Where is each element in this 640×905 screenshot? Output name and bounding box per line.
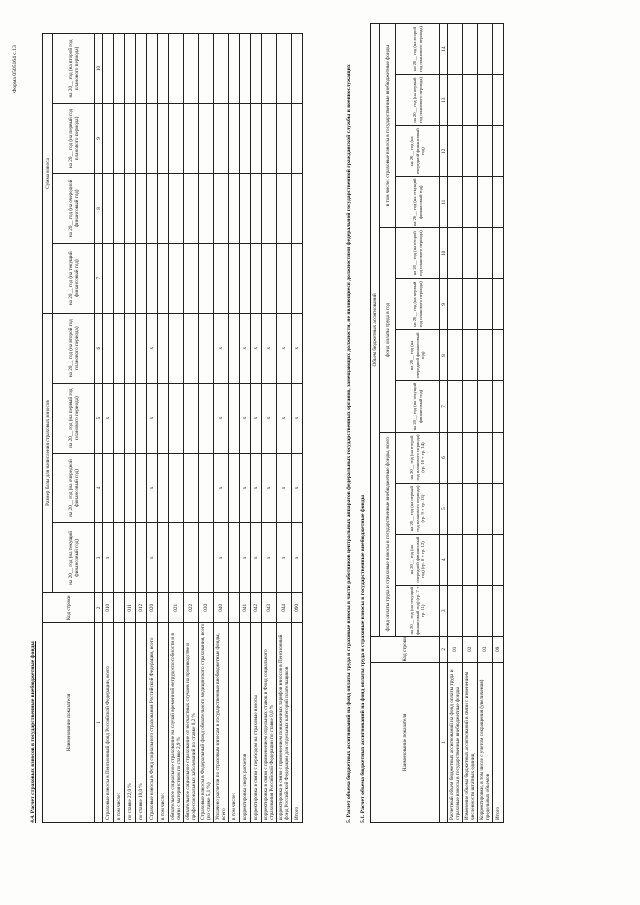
- row-name: Итого: [493, 662, 504, 822]
- value-cell: [136, 383, 147, 453]
- value-cell: [448, 330, 463, 381]
- value-cell: [103, 103, 114, 173]
- value-cell: [448, 126, 463, 177]
- row-code: 03: [478, 636, 493, 662]
- table-row: [184, 34, 199, 823]
- value-cell: x: [103, 383, 114, 453]
- header-col-12: на 20__ год (на очередной финансовый год): [396, 126, 440, 177]
- table-row: [169, 34, 184, 823]
- header-col-11: на 20__ год (на текущий финансовый год): [396, 177, 440, 228]
- value-cell: [125, 453, 136, 523]
- value-cell: [103, 34, 114, 104]
- value-cell: [114, 523, 125, 593]
- column-number-row: [440, 24, 448, 823]
- section-51-title: 5.1. Расчет объема бюджетных ассигнований на фонд оплаты труда и страховые взносы в государственные внебюджетные фонды: [360, 495, 366, 823]
- value-cell: [229, 243, 240, 313]
- value-cell: [493, 228, 504, 279]
- row-name: Итого: [292, 623, 303, 823]
- col-number: 2: [95, 593, 103, 623]
- table-row: [114, 34, 125, 823]
- value-cell: x: [251, 523, 262, 593]
- row-code: 012: [136, 593, 147, 623]
- value-cell: [136, 313, 147, 383]
- header-budget-volume: Объем бюджетных ассигнований: [371, 24, 380, 637]
- value-cell: x: [292, 313, 303, 383]
- value-cell: [229, 383, 240, 453]
- header-code: Код строки: [43, 593, 95, 623]
- table-row: [147, 34, 158, 823]
- value-cell: [125, 243, 136, 313]
- value-cell: [114, 383, 125, 453]
- value-cell: [103, 453, 114, 523]
- table-row: [103, 34, 114, 823]
- value-cell: [448, 279, 463, 330]
- table-row: [199, 34, 214, 823]
- column-number-row: [95, 34, 103, 823]
- row-name: Страховые взносы в Пенсионный фонд Российской Федерации, всего: [103, 623, 114, 823]
- value-cell: [199, 34, 214, 104]
- value-cell: [463, 228, 478, 279]
- value-cell: [448, 534, 463, 585]
- value-cell: [262, 243, 277, 313]
- value-cell: [277, 173, 292, 243]
- row-name: корректировка в связи с применением пониженных тарифов взносов в Пенсионный фонд Российской Федерации для отдельных категорий плательщиков: [277, 623, 292, 823]
- col-number: 13: [440, 75, 448, 126]
- col-number: 1: [440, 662, 448, 822]
- row-name: в том числе:: [229, 623, 240, 823]
- value-cell: [229, 523, 240, 593]
- value-cell: [114, 173, 125, 243]
- value-cell: [169, 383, 184, 453]
- value-cell: [463, 483, 478, 534]
- value-cell: x: [240, 523, 251, 593]
- value-cell: [147, 173, 158, 243]
- header-group-total: фонд оплаты труда и страховые взносы в государственные внебюджетные фонды, всего: [380, 432, 396, 636]
- value-cell: [147, 103, 158, 173]
- table-row: [493, 24, 504, 823]
- value-cell: [448, 381, 463, 432]
- col-number: 10: [95, 34, 103, 104]
- value-cell: [214, 243, 229, 313]
- col-number: 7: [440, 381, 448, 432]
- value-cell: [169, 243, 184, 313]
- col-number: 8: [95, 173, 103, 243]
- row-code: 041: [240, 593, 251, 623]
- value-cell: x: [262, 313, 277, 383]
- value-cell: [262, 103, 277, 173]
- value-cell: [169, 103, 184, 173]
- value-cell: x: [240, 313, 251, 383]
- value-cell: [169, 523, 184, 593]
- header-code: Код строки: [371, 636, 440, 662]
- table-row: [240, 34, 251, 823]
- payroll-budget-table: [370, 23, 504, 823]
- value-cell: [184, 103, 199, 173]
- value-cell: [114, 453, 125, 523]
- col-number: 2: [440, 636, 448, 662]
- value-cell: x: [103, 523, 114, 593]
- value-cell: x: [147, 313, 158, 383]
- col-number: 4: [95, 453, 103, 523]
- header-col-3: на 20__ год (на текущий финансовый год) (гр. 7 + гр. 11): [396, 585, 440, 636]
- value-cell: [136, 34, 147, 104]
- value-cell: [169, 34, 184, 104]
- header-col-4: на 20__ год (на очередной финансовый год) (гр. 8 + гр. 12): [396, 534, 440, 585]
- row-name: по ставке 22,0 %: [125, 623, 136, 823]
- value-cell: [229, 313, 240, 383]
- value-cell: [136, 243, 147, 313]
- header-year-next: на 20__ год (на очередной финансовый год): [53, 453, 95, 523]
- value-cell: [158, 313, 169, 383]
- header-year-plan1: на 20__ год (на первый год планового периода): [53, 383, 95, 453]
- table-row: [229, 34, 240, 823]
- row-code: 040: [214, 593, 229, 623]
- row-code: 042: [251, 593, 262, 623]
- row-name: корректировка в связи с применением отдельных ставок в Фонд социального страхования Российской Федерации по ставке 0,0 %: [262, 623, 277, 823]
- table-row: [214, 34, 229, 823]
- header-year-plan2: на 20__ год (на второй год планового периода): [53, 34, 95, 104]
- value-cell: x: [277, 453, 292, 523]
- value-cell: [240, 243, 251, 313]
- row-code: 030: [199, 593, 214, 623]
- value-cell: [463, 381, 478, 432]
- value-cell: [199, 173, 214, 243]
- value-cell: [158, 453, 169, 523]
- col-number: 9: [95, 103, 103, 173]
- value-cell: x: [251, 453, 262, 523]
- header-col-13: на 20__ год (на первый год планового периода): [396, 75, 440, 126]
- value-cell: x: [147, 383, 158, 453]
- value-cell: [136, 173, 147, 243]
- col-number: 5: [95, 383, 103, 453]
- header-col-14: на 20__ год (на второй год планового периода): [396, 24, 440, 75]
- value-cell: [493, 177, 504, 228]
- row-code: 020: [147, 593, 158, 623]
- value-cell: [448, 75, 463, 126]
- table-row: [158, 34, 169, 823]
- header-col-5: на 20__ год (на первый год планового периода) (гр. 9 + гр. 13): [396, 483, 440, 534]
- value-cell: [184, 313, 199, 383]
- value-cell: x: [214, 453, 229, 523]
- value-cell: [478, 279, 493, 330]
- header-name: Наименование показателя: [43, 623, 95, 823]
- value-cell: [125, 173, 136, 243]
- header-col-6: на 20__ год (на второй год планового периода) (гр. 10 + гр. 14): [396, 432, 440, 483]
- value-cell: x: [262, 523, 277, 593]
- header-contribution-sum: Сумма взноса: [43, 34, 53, 314]
- value-cell: [214, 103, 229, 173]
- value-cell: [493, 534, 504, 585]
- value-cell: [103, 173, 114, 243]
- table-row: [136, 34, 147, 823]
- value-cell: [292, 243, 303, 313]
- header-year-current: на 20__ год (на текущий финансовый год): [53, 523, 95, 593]
- value-cell: [184, 173, 199, 243]
- value-cell: [136, 453, 147, 523]
- header-group-payroll: фонд оплаты труда в год: [380, 228, 396, 432]
- value-cell: [251, 103, 262, 173]
- insurance-contributions-table: [42, 33, 303, 823]
- value-cell: [158, 34, 169, 104]
- value-cell: [199, 453, 214, 523]
- value-cell: [114, 34, 125, 104]
- value-cell: [292, 34, 303, 104]
- value-cell: [199, 243, 214, 313]
- table-row: [277, 34, 292, 823]
- value-cell: [463, 585, 478, 636]
- row-name: по ставке 10,0 %: [136, 623, 147, 823]
- value-cell: [158, 383, 169, 453]
- value-cell: [214, 173, 229, 243]
- value-cell: [251, 34, 262, 104]
- row-name: обязательное социальное страхование на случай временной нетрудоспособности и в связи с материнством по ставке 2,9 %: [169, 623, 184, 823]
- value-cell: [158, 173, 169, 243]
- header-group-contributions: в том числе: страховые взносы в государственные внебюджетные фонды: [380, 24, 396, 228]
- value-cell: [199, 103, 214, 173]
- value-cell: [478, 585, 493, 636]
- value-cell: [463, 330, 478, 381]
- value-cell: x: [277, 313, 292, 383]
- value-cell: x: [262, 383, 277, 453]
- row-name: в том числе:: [158, 623, 169, 823]
- value-cell: [169, 453, 184, 523]
- header-col-9: на 20__ год (на первый год планового периода): [396, 279, 440, 330]
- row-code: 090: [292, 593, 303, 623]
- value-cell: [478, 330, 493, 381]
- value-cell: [478, 24, 493, 75]
- value-cell: [125, 103, 136, 173]
- value-cell: [184, 383, 199, 453]
- value-cell: [448, 24, 463, 75]
- row-code: 044: [277, 593, 292, 623]
- value-cell: x: [214, 383, 229, 453]
- col-number: 14: [440, 24, 448, 75]
- header-year-current: на 20__ год (на текущий финансовый год): [53, 243, 95, 313]
- row-code: 011: [125, 593, 136, 623]
- col-number: 6: [95, 313, 103, 383]
- row-name: корректировка в связи с переходом на страховые взносы: [251, 623, 262, 823]
- col-number: 9: [440, 279, 448, 330]
- value-cell: [125, 34, 136, 104]
- value-cell: [184, 453, 199, 523]
- value-cell: [262, 173, 277, 243]
- value-cell: [277, 34, 292, 104]
- value-cell: [463, 279, 478, 330]
- form-id: Форма 0505164 с.13: [12, 45, 18, 93]
- value-cell: x: [277, 383, 292, 453]
- value-cell: [125, 313, 136, 383]
- value-cell: [493, 75, 504, 126]
- value-cell: [103, 313, 114, 383]
- value-cell: [114, 313, 125, 383]
- value-cell: [229, 34, 240, 104]
- table-row: [292, 34, 303, 823]
- table-row: [448, 24, 463, 823]
- value-cell: [463, 177, 478, 228]
- value-cell: [114, 103, 125, 173]
- table-row: [125, 34, 136, 823]
- row-code: 09: [493, 636, 504, 662]
- row-name: Изменение объема бюджетных ассигнований в связи с изменением численности штатных единиц: [463, 662, 478, 822]
- col-number: 10: [440, 228, 448, 279]
- value-cell: [493, 483, 504, 534]
- value-cell: [240, 173, 251, 243]
- value-cell: x: [240, 453, 251, 523]
- value-cell: x: [251, 383, 262, 453]
- value-cell: [184, 243, 199, 313]
- value-cell: [240, 103, 251, 173]
- row-code: 010: [103, 593, 114, 623]
- row-name: корректировка сверх расчетов: [240, 623, 251, 823]
- col-number: 8: [440, 330, 448, 381]
- value-cell: [478, 228, 493, 279]
- row-code: [114, 593, 125, 623]
- value-cell: x: [147, 523, 158, 593]
- value-cell: [169, 173, 184, 243]
- value-cell: [448, 432, 463, 483]
- col-number: 12: [440, 126, 448, 177]
- header-col-7: на 20__ год (на текущий финансовый год): [396, 381, 440, 432]
- value-cell: [240, 34, 251, 104]
- value-cell: [158, 523, 169, 593]
- header-name: Наименование показателя: [371, 662, 440, 822]
- row-name: Страховые взносы в Фонд социального страхования Российской Федерации, всего: [147, 623, 158, 823]
- value-cell: [147, 243, 158, 313]
- value-cell: [478, 534, 493, 585]
- row-name: в том числе:: [114, 623, 125, 823]
- row-name: Расчетный объем бюджетных ассигнований на фонд оплаты труда и страховые взносы в государственные внебюджетные фонды: [448, 662, 463, 822]
- header-col-10: на 20__ год (на второй год планового периода): [396, 228, 440, 279]
- value-cell: x: [251, 313, 262, 383]
- row-name: Корректировки, в том числе с учетом сокращения (увеличения) предельных объемов: [478, 662, 493, 822]
- value-cell: [158, 103, 169, 173]
- value-cell: [229, 173, 240, 243]
- value-cell: x: [292, 523, 303, 593]
- value-cell: [262, 34, 277, 104]
- value-cell: [229, 103, 240, 173]
- col-number: 11: [440, 177, 448, 228]
- value-cell: [184, 34, 199, 104]
- value-cell: [463, 75, 478, 126]
- value-cell: [103, 243, 114, 313]
- value-cell: [478, 126, 493, 177]
- value-cell: [493, 126, 504, 177]
- value-cell: x: [292, 453, 303, 523]
- value-cell: [478, 432, 493, 483]
- value-cell: [169, 313, 184, 383]
- col-number: 1: [95, 623, 103, 823]
- value-cell: x: [214, 523, 229, 593]
- value-cell: [184, 523, 199, 593]
- value-cell: [229, 453, 240, 523]
- value-cell: [277, 103, 292, 173]
- header-rate-base: Размер базы для начисления страховых взносов: [43, 313, 53, 593]
- value-cell: x: [240, 383, 251, 453]
- value-cell: [292, 103, 303, 173]
- value-cell: [493, 24, 504, 75]
- value-cell: [277, 243, 292, 313]
- value-cell: [493, 330, 504, 381]
- value-cell: [214, 34, 229, 104]
- row-code: 02: [463, 636, 478, 662]
- col-number: 4: [440, 534, 448, 585]
- value-cell: x: [214, 313, 229, 383]
- row-name: обязательное социальное страхование от несчастных случаев на производстве и профессиональных заболеваний по ставке 0,2 %: [184, 623, 199, 823]
- row-code: 022: [184, 593, 199, 623]
- value-cell: [114, 243, 125, 313]
- value-cell: [478, 381, 493, 432]
- value-cell: [292, 173, 303, 243]
- value-cell: [125, 523, 136, 593]
- value-cell: [478, 483, 493, 534]
- header-year-next: на 20__ год (на очередной финансовый год): [53, 173, 95, 243]
- table-row: [251, 34, 262, 823]
- value-cell: [463, 432, 478, 483]
- col-number: 5: [440, 483, 448, 534]
- col-number: 3: [95, 523, 103, 593]
- value-cell: [136, 103, 147, 173]
- value-cell: [448, 228, 463, 279]
- row-name: Уплачено расчетов по страховым взносам в государственные внебюджетные фонды, всего: [214, 623, 229, 823]
- row-code: 01: [448, 636, 463, 662]
- header-year-plan1: на 20__ год (на первый год планового периода): [53, 103, 95, 173]
- row-code: 043: [262, 593, 277, 623]
- value-cell: x: [262, 453, 277, 523]
- value-cell: [463, 126, 478, 177]
- value-cell: [448, 483, 463, 534]
- value-cell: [199, 383, 214, 453]
- value-cell: [493, 381, 504, 432]
- row-name: Страховые взносы в Федеральный фонд обязательного медицинского страхования, всего (по ставке 5,1 %): [199, 623, 214, 823]
- value-cell: [147, 34, 158, 104]
- value-cell: [493, 279, 504, 330]
- section-44-title: 4.4. Расчет страховых взносов в государственные внебюджетные фонды: [30, 641, 36, 823]
- value-cell: x: [147, 453, 158, 523]
- value-cell: x: [277, 523, 292, 593]
- table-row: [478, 24, 493, 823]
- row-code: 021: [169, 593, 184, 623]
- value-cell: [463, 534, 478, 585]
- header-year-plan2: на 20__ год (на второй год планового периода): [53, 313, 95, 383]
- col-number: 6: [440, 432, 448, 483]
- value-cell: [493, 585, 504, 636]
- col-number: 3: [440, 585, 448, 636]
- col-number: 7: [95, 243, 103, 313]
- value-cell: [125, 383, 136, 453]
- value-cell: [463, 24, 478, 75]
- value-cell: [448, 177, 463, 228]
- value-cell: [448, 585, 463, 636]
- row-code: [158, 593, 169, 623]
- value-cell: [199, 313, 214, 383]
- value-cell: [478, 177, 493, 228]
- section-5-title: 5. Расчет объема бюджетных ассигнований на фонд оплаты труда и страховые взносы в части работников центральных аппаратов федеральных государственных органов, замещающих должности, не являющиеся должностями федеральной государственной гражданской службы и военнослужащих: [346, 64, 352, 823]
- value-cell: [136, 523, 147, 593]
- row-code: [229, 593, 240, 623]
- value-cell: [251, 173, 262, 243]
- value-cell: [158, 243, 169, 313]
- value-cell: [251, 243, 262, 313]
- value-cell: x: [292, 383, 303, 453]
- value-cell: [493, 432, 504, 483]
- value-cell: [478, 75, 493, 126]
- table-row: [262, 34, 277, 823]
- header-col-8: на 20__ год (на очередной финансовый год): [396, 330, 440, 381]
- value-cell: [199, 523, 214, 593]
- table-row: [463, 24, 478, 823]
